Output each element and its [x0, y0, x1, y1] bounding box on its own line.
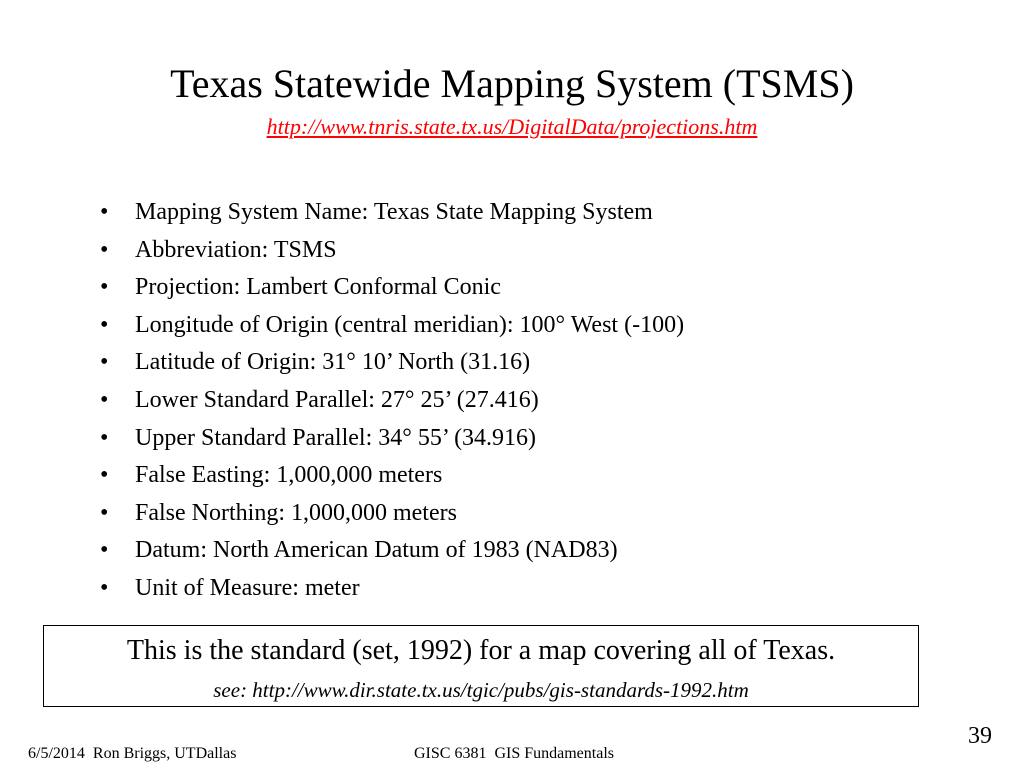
bullet-marker: •	[100, 311, 109, 338]
bullet-text: Datum: North American Datum of 1983 (NAD83)	[135, 537, 618, 564]
bullet-text: Upper Standard Parallel: 34° 55’ (34.916)	[135, 424, 537, 451]
bullet-text: Abbreviation: TSMS	[135, 236, 337, 263]
list-item	[100, 460, 684, 498]
list-item	[100, 423, 684, 461]
bullet-list	[100, 197, 684, 611]
list-item	[100, 235, 684, 273]
bullet-marker: •	[100, 236, 109, 263]
list-item	[100, 385, 684, 423]
bullet-marker: •	[100, 462, 109, 489]
list-item	[100, 535, 684, 573]
standard-note-box	[43, 625, 919, 707]
bullet-marker: •	[100, 537, 109, 564]
bullet-marker: •	[100, 386, 109, 413]
list-item	[100, 347, 684, 385]
bullet-text: False Easting: 1,000,000 meters	[135, 462, 443, 489]
list-item	[100, 197, 684, 235]
bullet-text: Projection: Lambert Conformal Conic	[135, 274, 501, 301]
bullet-marker: •	[100, 424, 109, 451]
bullet-text: Mapping System Name: Texas State Mapping System	[135, 199, 653, 225]
slide-title: Texas Statewide Mapping System (TSMS)	[170, 61, 854, 106]
page-number: 39	[968, 723, 992, 749]
footer-course: GISC 6381 GIS Fundamentals	[414, 745, 614, 762]
bullet-marker: •	[100, 349, 109, 376]
bullet-text: Lower Standard Parallel: 27° 25’ (27.416)	[135, 386, 539, 413]
bullet-text: Latitude of Origin: 31° 10’ North (31.16)	[135, 349, 531, 376]
list-item	[100, 573, 684, 611]
bullet-text: False Northing: 1,000,000 meters	[135, 499, 457, 526]
bullet-text: Unit of Measure: meter	[135, 574, 360, 601]
list-item	[100, 310, 684, 348]
bullet-text: Longitude of Origin (central meridian): 100° West (-100)	[135, 311, 685, 338]
gis-standards-link[interactable]: see: http://www.dir.state.tx.us/tgic/pubs/gis-standards-1992.htm	[213, 678, 749, 702]
bullet-marker: •	[100, 499, 109, 526]
projections-link[interactable]: http://www.tnris.state.tx.us/DigitalData/projections.htm	[266, 114, 758, 139]
list-item	[100, 498, 684, 536]
note-text: This is the standard (set, 1992) for a map covering all of Texas.	[126, 635, 836, 666]
bullet-marker: •	[100, 574, 109, 601]
footer-date-author: 6/5/2014 Ron Briggs, UTDallas	[28, 745, 237, 762]
bullet-marker: •	[100, 199, 109, 225]
bullet-marker: •	[100, 274, 109, 301]
list-item	[100, 272, 684, 310]
